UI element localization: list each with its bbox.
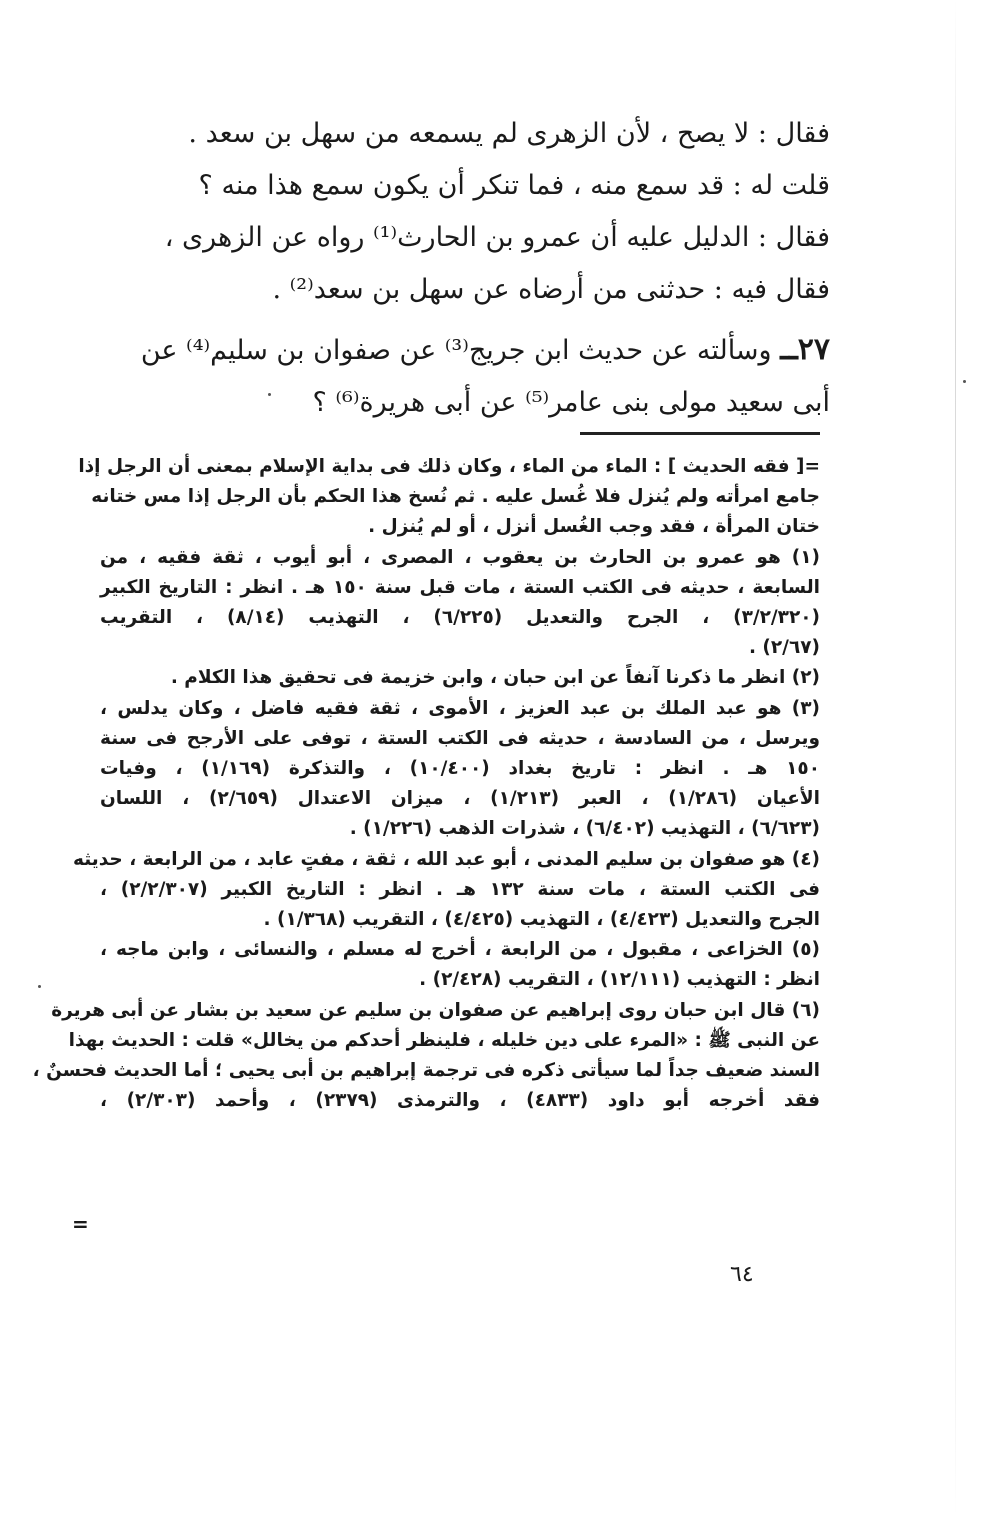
footnote-line-13: (٦/٦٢٣) ، التهذيب (٦/٤٠٢) ، شذرات الذهب (١/٢٢٦) . — [349, 818, 820, 840]
footnote-line-19: (٦) قال ابن حبان روى إبراهيم عن صفوان بن سليم عن سعيد بن بشار عن أبى هريرة — [51, 999, 820, 1021]
footnote-line-4: (١) هو عمرو بن الحارث بن يعقوب ، المصرى ، أبو أيوب ، ثقة فقيه ، من — [100, 546, 820, 568]
footnote-line-6: (٣/٢/٣٢٠) ، الجرح والتعديل (٦/٢٢٥) ، التهذيب (٨/١٤) ، التقريب — [100, 607, 821, 629]
footnote-line-11: ١٥٠ هـ . انظر : تاريخ بغداد (١٠/٤٠٠) ، والتذكرة (١/١٦٩) ، وفيات — [100, 758, 821, 780]
continuation-mark: = — [72, 1212, 89, 1236]
main-line-3: فقال : الدليل عليه أن عمرو بن الحارث⁽¹⁾ رواه عن الزهرى ، — [164, 222, 830, 253]
scan-speck — [38, 985, 41, 988]
footnote-line-1: =[ فقه الحديث ] : الماء من الماء ، وكان ذلك فى بداية الإسلام بمعنى أن الرجل إذا — [78, 456, 820, 477]
footnote-line-17: (٥) الخزاعى ، مقبول ، من الرابعة ، أخرج له مسلم ، والنسائى ، وابن ماجه ، — [100, 939, 820, 961]
footnote-line-22: فقد أخرجه أبو داود (٤٨٣٣) ، والترمذى (٢٣٧٩) ، وأحمد (٢/٣٠٣) ، — [100, 1090, 820, 1112]
scan-speck — [963, 380, 966, 383]
footnote-line-5: السابعة ، حديثه فى الكتب الستة ، مات قبل سنة ١٥٠ هـ . انظر : التاريخ الكبير — [100, 576, 820, 598]
footnote-line-3: ختان المرأة ، فقد وجب الغُسل أنزل ، أو لم يُنزل . — [368, 516, 820, 538]
footnote-line-18: انظر : التهذيب (١٢/١١١) ، التقريب (٢/٤٢٨) . — [419, 969, 820, 991]
footnotes-block — [32, 452, 821, 1116]
main-line-4: فقال فيه : حدثنى من أرضاه عن سهل بن سعد⁽²⁾ . — [272, 274, 830, 305]
footnote-line-14: (٤) هو صفوان بن سليم المدنى ، أبو عبد الله ، ثقة ، مفتٍ عابد ، من الرابعة ، حديثه — [73, 848, 820, 870]
main-text-block — [110, 108, 830, 429]
main-line-6: أبى سعيد مولى بنى عامر⁽⁵⁾ عن أبى هريرة⁽⁶⁾ ؟ — [312, 387, 830, 418]
footnote-line-12: الأعيان (١/٢٨٦) ، العبر (١/٢١٣) ، ميزان الاعتدال (٢/٦٥٩) ، اللسان — [100, 788, 820, 810]
main-line-5: وسألته عن حديث ابن جريج⁽³⁾ عن صفوان بن سليم⁽⁴⁾ عن — [140, 335, 772, 366]
main-line-1: فقال : لا يصح ، لأن الزهرى لم يسمعه من سهل بن سعد . — [188, 118, 830, 149]
footnote-line-8: (٢) انظر ما ذكرنا آنفاً عن ابن حبان ، وابن خزيمة فى تحقيق هذا الكلام . — [170, 667, 820, 689]
footnote-line-15: فى الكتب الستة ، مات سنة ١٣٢ هـ . انظر : التاريخ الكبير (٢/٢/٣٠٧) ، — [100, 878, 821, 900]
footnote-line-7: (٢/٦٧) . — [748, 637, 820, 659]
scan-edge-line — [955, 0, 956, 1517]
scan-speck — [268, 393, 271, 396]
footnote-line-10: ويرسل ، من السادسة ، حديثه فى الكتب الستة ، توفى على الأرجح فى سنة — [100, 727, 820, 749]
question-27-line — [110, 324, 830, 377]
footnote-line-21: السند ضعيف جداً لما سيأتى ذكره فى ترجمة إبراهيم بن أبى يحيى ؛ أما الحديث فحسنٌ ، — [32, 1060, 820, 1082]
page-number: ٦٤ — [730, 1262, 754, 1287]
footnote-line-2: جامع امرأته ولم يُنزل فلا غُسل عليه . ثم نُسخ هذا الحكم بأن الرجل إذا مس ختانه — [91, 486, 820, 508]
main-line-2: قلت له : قد سمع منه ، فما تنكر أن يكون سمع هذا منه ؟ — [198, 170, 830, 201]
footnote-separator — [580, 432, 820, 435]
question-number: ٢٧ــ — [780, 332, 830, 367]
footnote-line-16: الجرح والتعديل (٤/٤٢٣) ، التهذيب (٤/٤٢٥) ، التقريب (١/٣٦٨) . — [263, 909, 820, 931]
footnote-line-9: (٣) هو عبد الملك بن عبد العزيز ، الأموى ، ثقة فقيه فاضل ، وكان يدلس ، — [100, 697, 820, 719]
footnote-line-20: عن النبى ﷺ : «المرء على دين خليله ، فلينظر أحدكم من يخالل» قلت : الحديث بهذا — [68, 1029, 820, 1051]
